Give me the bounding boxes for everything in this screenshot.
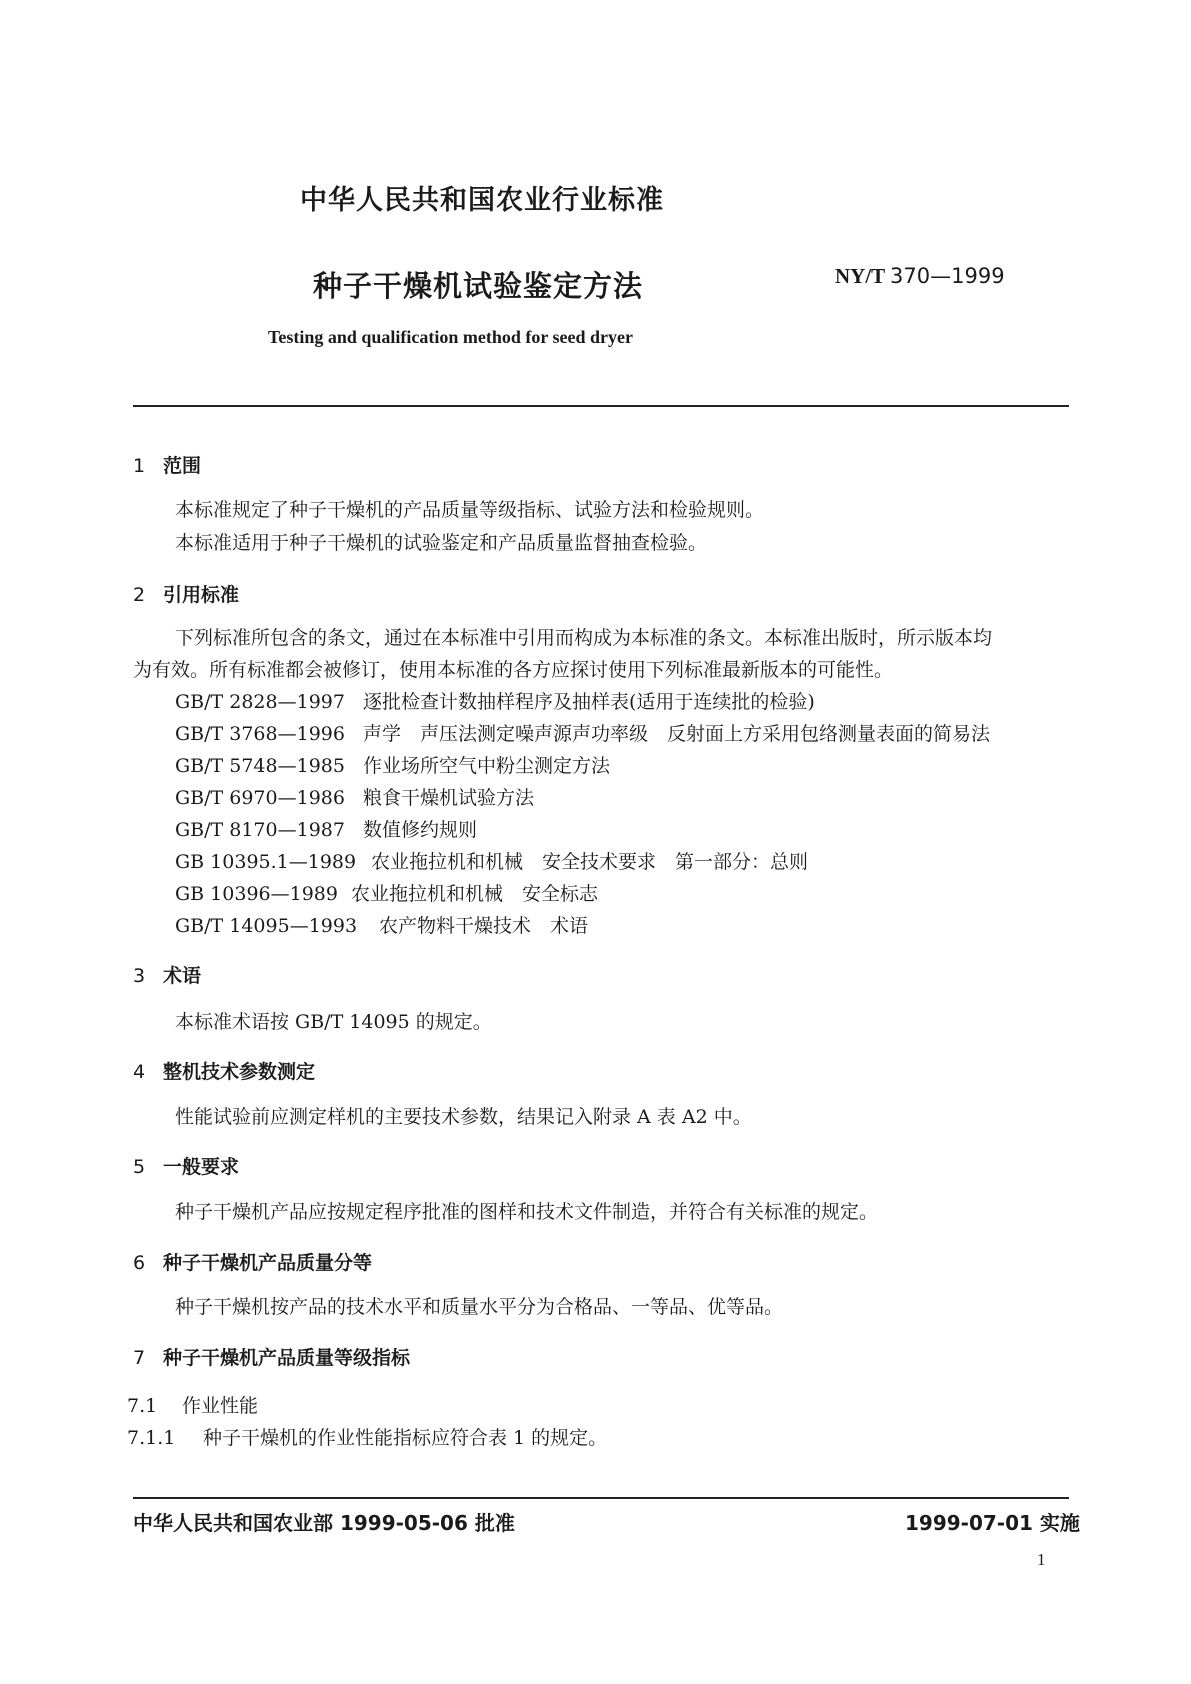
section-number: 6 bbox=[133, 1252, 146, 1274]
reference-code: GB/T 8170—1987 bbox=[175, 819, 345, 841]
reference-title: 农业拖拉机和机械 安全技术要求 第一部分：总则 bbox=[371, 851, 809, 873]
section-title: 引用标准 bbox=[163, 584, 240, 606]
section-3-para: 本标准术语按 GB/T 14095 的规定。 bbox=[175, 1011, 492, 1033]
reference-item bbox=[175, 687, 815, 714]
section-number: 4 bbox=[133, 1061, 146, 1083]
section-number: 2 bbox=[133, 584, 146, 606]
reference-title: 声学 声压法测定噪声源声功率级 反射面上方采用包络测量表面的简易法 bbox=[363, 723, 991, 745]
reference-code: GB/T 14095—1993 bbox=[175, 915, 358, 937]
reference-title: 农业拖拉机和机械 安全标志 bbox=[351, 883, 599, 905]
document-title: 种子干燥机试验鉴定方法 bbox=[313, 269, 644, 303]
reference-code: GB/T 2828—1997 bbox=[175, 691, 345, 713]
section-title: 术语 bbox=[163, 965, 202, 987]
section-title: 种子干燥机产品质量分等 bbox=[163, 1252, 373, 1274]
subsection-number: 7.1.1 bbox=[127, 1427, 176, 1449]
section-number: 7 bbox=[133, 1347, 146, 1369]
reference-item bbox=[175, 879, 598, 906]
reference-code: GB/T 5748—1985 bbox=[175, 755, 345, 777]
header-divider bbox=[133, 405, 1069, 407]
subsection-7-1 bbox=[127, 1391, 258, 1418]
reference-item bbox=[175, 783, 534, 810]
section-4-para: 性能试验前应测定样机的主要技术参数，结果记入附录 A 表 A2 中。 bbox=[175, 1106, 752, 1128]
section-1-para-2: 本标准适用于种子干燥机的试验鉴定和产品质量监督抽查检验。 bbox=[175, 532, 708, 554]
section-number: 3 bbox=[133, 965, 146, 987]
reference-title: 数值修约规则 bbox=[363, 819, 478, 841]
subsection-text: 种子干燥机的作业性能指标应符合表 1 的规定。 bbox=[203, 1427, 608, 1449]
agency-title: 中华人民共和国农业行业标准 bbox=[300, 185, 664, 216]
section-title: 范围 bbox=[163, 455, 202, 477]
standard-prefix: NY/T bbox=[835, 264, 885, 288]
reference-item bbox=[175, 815, 477, 842]
section-title: 种子干燥机产品质量等级指标 bbox=[163, 1347, 411, 1369]
section-3-heading bbox=[133, 961, 201, 988]
section-number: 1 bbox=[133, 455, 146, 477]
effective-date: 1999-07-01 实施 bbox=[905, 1511, 1080, 1535]
reference-title: 逐批检查计数抽样程序及抽样表(适用于连续批的检验) bbox=[363, 691, 815, 713]
section-title: 一般要求 bbox=[163, 1156, 240, 1178]
reference-code: GB/T 6970—1986 bbox=[175, 787, 345, 809]
section-6-para: 种子干燥机按产品的技术水平和质量水平分为合格品、一等品、优等品。 bbox=[175, 1296, 784, 1318]
section-2-intro-line-2: 为有效。所有标准都会被修订，使用本标准的各方应探讨使用下列标准最新版本的可能性。 bbox=[133, 659, 894, 681]
approval-line: 中华人民共和国农业部 1999-05-06 批准 bbox=[133, 1511, 515, 1535]
reference-item bbox=[175, 911, 588, 938]
standard-number: 370—1999 bbox=[890, 264, 1005, 288]
subsection-7-1-1 bbox=[127, 1423, 607, 1450]
section-7-heading bbox=[133, 1343, 410, 1370]
section-4-heading bbox=[133, 1057, 315, 1084]
standard-code bbox=[835, 264, 1005, 289]
reference-title: 作业场所空气中粉尘测定方法 bbox=[363, 755, 611, 777]
reference-item bbox=[175, 847, 808, 874]
section-1-para-1: 本标准规定了种子干燥机的产品质量等级指标、试验方法和检验规则。 bbox=[175, 499, 765, 521]
section-5-para: 种子干燥机产品应按规定程序批准的图样和技术文件制造，并符合有关标准的规定。 bbox=[175, 1201, 879, 1223]
reference-item bbox=[175, 719, 990, 746]
reference-item bbox=[175, 751, 610, 778]
section-1-heading bbox=[133, 451, 201, 478]
reference-code: GB 10396—1989 bbox=[175, 883, 338, 905]
page-number: 1 bbox=[1037, 1550, 1046, 1569]
english-title: Testing and qualification method for seed dryer bbox=[268, 327, 634, 347]
subsection-number: 7.1 bbox=[127, 1395, 158, 1417]
reference-title: 农产物料干燥技术 术语 bbox=[379, 915, 589, 937]
section-6-heading bbox=[133, 1248, 372, 1275]
section-title: 整机技术参数测定 bbox=[163, 1061, 316, 1083]
reference-code: GB 10395.1—1989 bbox=[175, 851, 357, 873]
footer-divider bbox=[133, 1497, 1069, 1499]
section-2-heading bbox=[133, 580, 239, 607]
section-2-intro-line-1: 下列标准所包含的条文，通过在本标准中引用而构成为本标准的条文。本标准出版时，所示版本均 bbox=[175, 627, 993, 649]
reference-title: 粮食干燥机试验方法 bbox=[363, 787, 535, 809]
subsection-text: 作业性能 bbox=[182, 1395, 259, 1417]
section-5-heading bbox=[133, 1152, 239, 1179]
section-number: 5 bbox=[133, 1156, 146, 1178]
reference-code: GB/T 3768—1996 bbox=[175, 723, 345, 745]
